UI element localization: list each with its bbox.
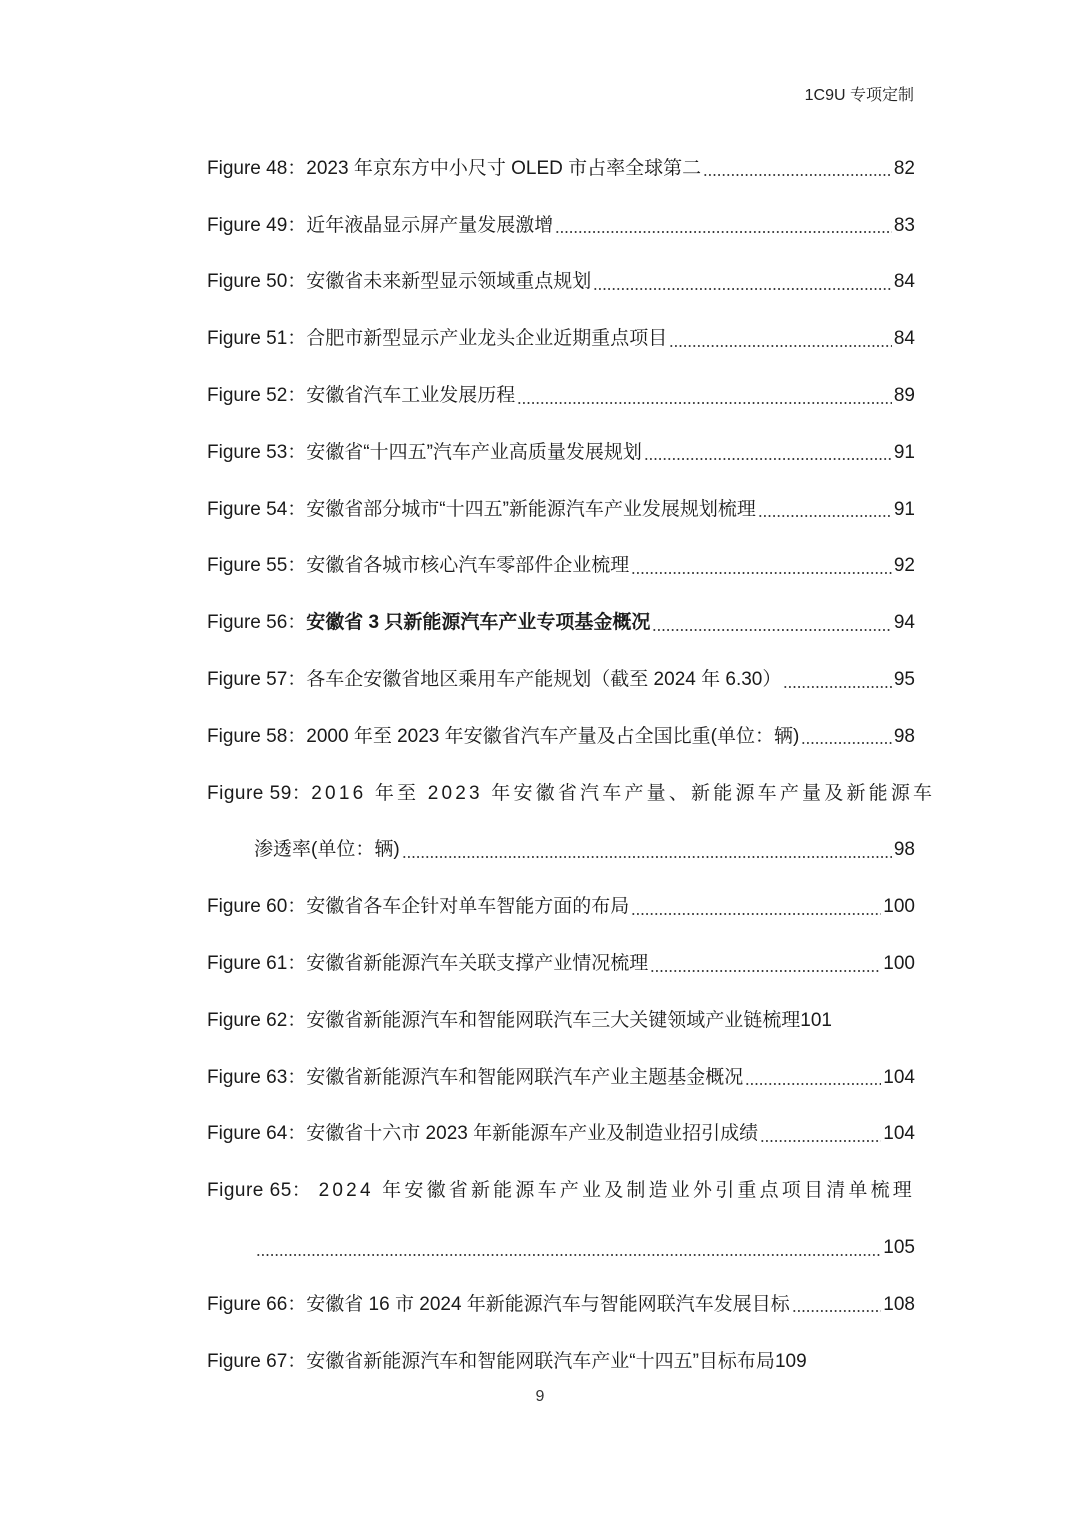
toc-entry-figure-53[interactable] — [207, 424, 915, 481]
toc-entry-figure-50[interactable] — [207, 254, 915, 311]
figure-label: Figure 64： — [207, 1123, 307, 1145]
toc-entry-figure-60[interactable] — [207, 878, 915, 935]
dot-leader — [745, 1082, 881, 1086]
figure-title: 安徽省新能源汽车和智能网联汽车产业主题基金概况 — [306, 1066, 744, 1088]
page-ref: 104 — [883, 1123, 915, 1145]
dot-leader — [555, 230, 892, 234]
toc-entry-figure-64[interactable] — [207, 1106, 915, 1163]
figure-title: 安徽省“十四五”汽车产业高质量发展规划 — [306, 441, 642, 463]
figure-title: 2000 年至 2023 年安徽省汽车产量及占全国比重(单位：辆) — [306, 725, 800, 747]
figure-label: Figure 53： — [207, 441, 307, 463]
page-ref: 101 — [800, 1009, 832, 1031]
figure-title: 安徽省各城市核心汽车零部件企业梳理 — [306, 555, 630, 577]
figure-label: Figure 48： — [207, 157, 307, 179]
page-ref: 95 — [893, 669, 915, 691]
page-ref: 94 — [893, 612, 915, 634]
figure-label: Figure 67： — [207, 1350, 307, 1372]
toc-entry-figure-52[interactable] — [207, 367, 915, 424]
page-header: 1C9U 专项定制 — [804, 87, 914, 104]
dot-leader — [703, 173, 892, 177]
figure-label: Figure 50： — [207, 271, 307, 293]
figure-title: 合肥市新型显示产业龙头企业近期重点项目 — [306, 328, 668, 350]
figure-label: Figure 52： — [207, 385, 307, 407]
page-ref: 89 — [893, 385, 915, 407]
page-ref: 84 — [893, 328, 915, 350]
figure-title: 安徽省十六市 2023 年新能源车产业及制造业招引成绩 — [306, 1123, 759, 1145]
dot-leader — [517, 401, 892, 405]
dot-leader — [758, 514, 892, 518]
toc-entry-figure-66[interactable] — [207, 1276, 915, 1333]
figure-label: Figure 56： — [207, 612, 307, 634]
page-ref: 82 — [893, 157, 915, 179]
page-ref: 91 — [893, 498, 915, 520]
dot-leader — [801, 741, 892, 745]
figure-label: Figure 55： — [207, 555, 307, 577]
page-ref: 98 — [893, 725, 915, 747]
toc-entry-figure-49[interactable] — [207, 197, 915, 254]
figure-label: Figure 57： — [207, 669, 307, 691]
page-ref: 100 — [883, 953, 915, 975]
page-ref: 105 — [883, 1237, 915, 1259]
toc-entry-figure-59[interactable] — [207, 765, 936, 822]
toc-entry-figure-65-continued[interactable] — [207, 1219, 915, 1276]
toc-entry-figure-57[interactable] — [207, 651, 915, 708]
toc-entry-figure-61[interactable] — [207, 935, 915, 992]
table-of-figures — [207, 140, 936, 1390]
toc-entry-figure-55[interactable] — [207, 538, 915, 595]
toc-entry-figure-48[interactable] — [207, 140, 915, 197]
figure-title: 2023 年京东方中小尺寸 OLED 市占率全球第二 — [306, 157, 702, 179]
dot-leader — [256, 1253, 881, 1257]
figure-title: 安徽省部分城市“十四五”新能源汽车产业发展规划梳理 — [306, 498, 756, 520]
figure-title: 2016 年至 2023 年安徽省汽车产量、新能源车产量及新能源车 — [311, 782, 936, 804]
dot-leader — [792, 1309, 881, 1313]
figure-title: 安徽省新能源汽车和智能网联汽车三大关键领域产业链梳理 — [306, 1009, 801, 1031]
dot-leader — [402, 855, 892, 859]
page-ref: 83 — [893, 214, 915, 236]
figure-title: 安徽省新能源汽车和智能网联汽车产业“十四五”目标布局 — [306, 1350, 775, 1372]
figure-title: 安徽省汽车工业发展历程 — [306, 385, 516, 407]
dot-leader — [644, 457, 892, 461]
figure-label: Figure 49： — [207, 214, 307, 236]
figure-title: 安徽省各车企针对单车智能方面的布局 — [306, 896, 630, 918]
figure-label: Figure 62： — [207, 1009, 307, 1031]
toc-entry-figure-51[interactable] — [207, 310, 915, 367]
page-ref: 91 — [893, 441, 915, 463]
dot-leader — [760, 1139, 881, 1143]
dot-leader — [783, 685, 891, 689]
page-ref: 104 — [883, 1066, 915, 1088]
toc-entry-figure-59-continued[interactable] — [207, 822, 915, 879]
toc-entry-figure-67[interactable] — [207, 1333, 915, 1390]
dot-leader — [593, 287, 892, 291]
figure-title: 安徽省未来新型显示领域重点规划 — [306, 271, 592, 293]
toc-entry-figure-56[interactable] — [207, 594, 915, 651]
toc-entry-figure-65[interactable] — [207, 1162, 915, 1219]
figure-label: Figure 61： — [207, 953, 307, 975]
toc-entry-figure-58[interactable] — [207, 708, 915, 765]
figure-title: 各车企安徽省地区乘用车产能规划（截至 2024 年 6.30） — [306, 669, 782, 691]
figure-label: Figure 60： — [207, 896, 307, 918]
dot-leader — [631, 571, 892, 575]
toc-entry-figure-62[interactable] — [207, 992, 915, 1049]
figure-title: 近年液晶显示屏产量发展激增 — [306, 214, 554, 236]
figure-title: 安徽省 16 市 2024 年新能源汽车与智能网联汽车发展目标 — [306, 1293, 790, 1315]
figure-label: Figure 58： — [207, 725, 307, 747]
figure-label: Figure 51： — [207, 328, 307, 350]
figure-label: Figure 54： — [207, 498, 307, 520]
dot-leader — [631, 912, 881, 916]
toc-entry-figure-54[interactable] — [207, 481, 915, 538]
page-number: 9 — [535, 1388, 545, 1405]
figure-title: 安徽省 3 只新能源汽车产业专项基金概况 — [306, 612, 651, 634]
dot-leader — [669, 344, 892, 348]
page-ref: 98 — [893, 839, 915, 861]
dot-leader — [652, 628, 891, 632]
page-ref: 109 — [774, 1350, 807, 1372]
page-ref: 100 — [883, 896, 915, 918]
dot-leader — [650, 969, 881, 973]
toc-entry-figure-63[interactable] — [207, 1049, 915, 1106]
page-ref: 108 — [883, 1293, 915, 1315]
page-ref: 84 — [893, 271, 915, 293]
figure-label: Figure 66： — [207, 1293, 307, 1315]
figure-label: Figure 65： — [207, 1180, 312, 1202]
figure-title-continued: 渗透率(单位：辆) — [254, 839, 400, 861]
figure-title: 2024 年安徽省新能源车产业及制造业外引重点项目清单梳理 — [318, 1180, 915, 1202]
figure-label: Figure 63： — [207, 1066, 307, 1088]
figure-title: 安徽省新能源汽车关联支撑产业情况梳理 — [306, 953, 649, 975]
page-ref: 92 — [893, 555, 915, 577]
figure-label: Figure 59： — [207, 782, 312, 804]
